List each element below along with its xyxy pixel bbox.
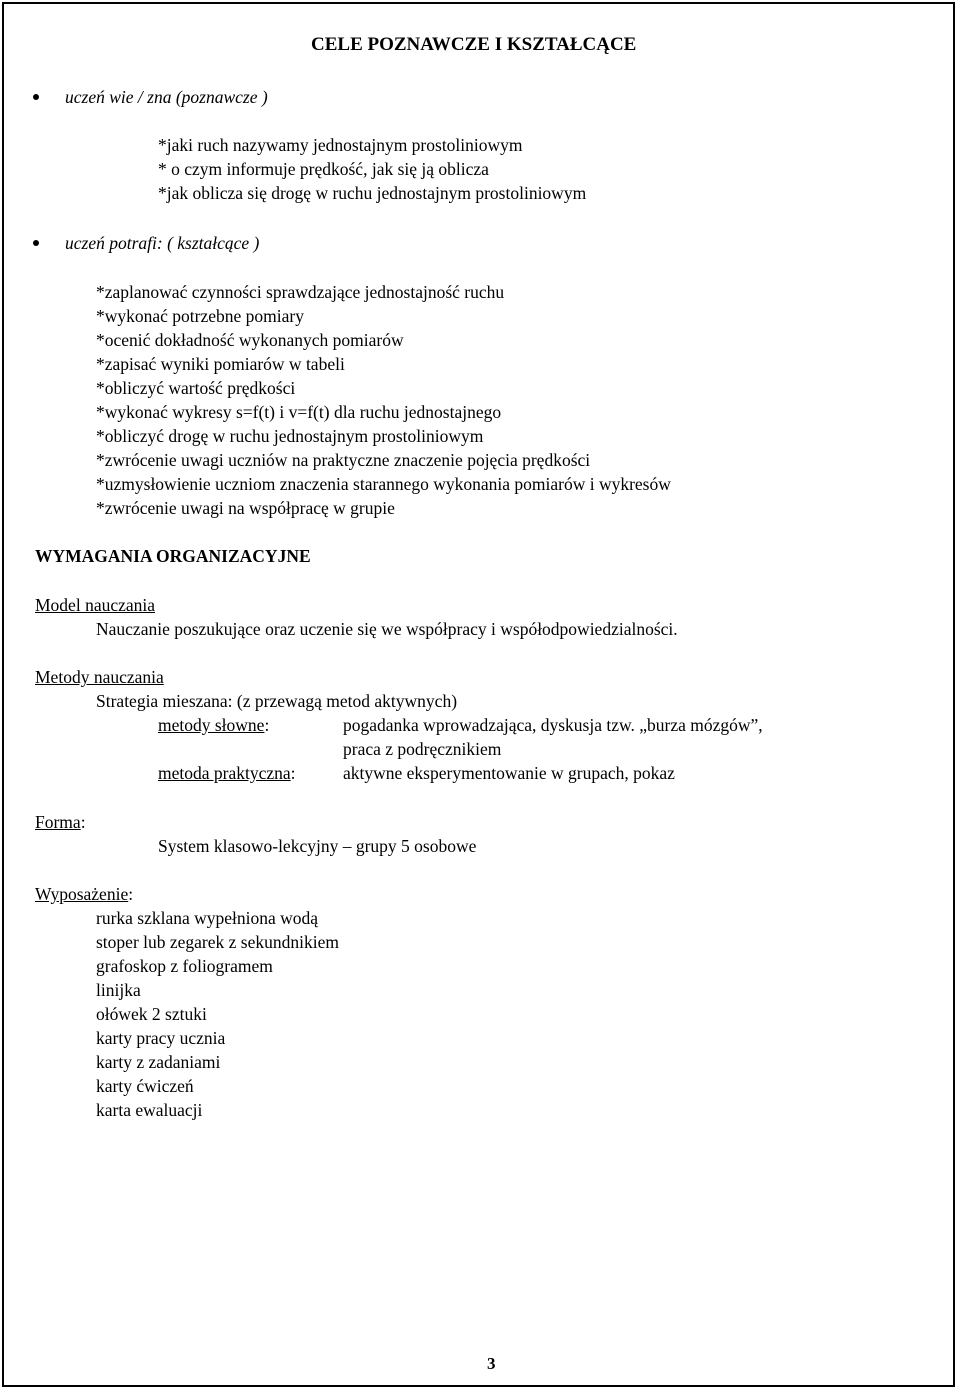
page-number: 3 (487, 1354, 496, 1373)
equipment-item: rurka szklana wypełniona wodą (96, 908, 319, 928)
requirements-heading: WYMAGANIA ORGANIZACYJNE (35, 546, 311, 566)
equipment-colon: : (128, 884, 134, 904)
can-item: *obliczyć drogę w ruchu jednostajnym prostoliniowym (96, 426, 484, 446)
model-label: Model nauczania (35, 595, 156, 615)
equipment-label-text: Wyposażenie (35, 884, 129, 904)
equipment-item: stoper lub zegarek z sekundnikiem (96, 932, 339, 952)
bullet-icon (33, 240, 39, 246)
practical-method-label (158, 763, 296, 783)
verbal-methods-line1: pogadanka wprowadzająca, dyskusja tzw. „burza mózgów”, (343, 715, 763, 735)
verbal-methods-label (158, 715, 269, 735)
can-item: *zwrócenie uwagi uczniów na praktyczne znaczenie pojęcia prędkości (96, 450, 591, 470)
model-text: Nauczanie poszukujące oraz uczenie się we współpracy i współodpowiedzialności. (96, 619, 678, 639)
form-colon: : (80, 812, 86, 832)
page-title: CELE POZNAWCZE I KSZTAŁCĄCE (311, 34, 637, 55)
can-item: *zwrócenie uwagi na współpracę w grupie (96, 498, 395, 518)
practical-method-label-text: metoda praktyczna (158, 763, 291, 783)
equipment-label (35, 884, 133, 904)
can-item: *obliczyć wartość prędkości (96, 378, 296, 398)
equipment-item: ołówek 2 sztuki (96, 1004, 207, 1024)
methods-label: Metody nauczania (35, 667, 164, 687)
can-item: *zapisać wyniki pomiarów w tabeli (96, 354, 345, 374)
can-heading: uczeń potrafi: ( kształcące ) (65, 233, 260, 253)
form-label-text: Forma (35, 812, 81, 832)
equipment-item: karta ewaluacji (96, 1100, 203, 1120)
practical-method-text: aktywne eksperymentowanie w grupach, pokaz (343, 763, 675, 783)
verbal-methods-label-text: metody słowne (158, 715, 265, 735)
equipment-item: karty ćwiczeń (96, 1076, 194, 1096)
knows-heading: uczeń wie / zna (poznawcze ) (65, 87, 268, 107)
knows-item: *jak oblicza się drogę w ruchu jednostajnym prostoliniowym (158, 183, 587, 203)
can-item: *wykonać potrzebne pomiary (96, 306, 304, 326)
methods-strategy: Strategia mieszana: (z przewagą metod aktywnych) (96, 691, 458, 711)
equipment-item: karty pracy ucznia (96, 1028, 226, 1048)
knows-item: *jaki ruch nazywamy jednostajnym prostoliniowym (158, 135, 523, 155)
can-item: *uzmysłowienie uczniom znaczenia starannego wykonania pomiarów i wykresów (96, 474, 671, 494)
practical-method-colon: : (290, 763, 296, 783)
verbal-methods-line2: praca z podręcznikiem (343, 739, 502, 759)
equipment-item: linijka (96, 980, 141, 1000)
equipment-item: grafoskop z foliogramem (96, 956, 273, 976)
can-item: *ocenić dokładność wykonanych pomiarów (96, 330, 404, 350)
verbal-methods-colon: : (264, 715, 270, 735)
form-text: System klasowo-lekcyjny – grupy 5 osobowe (158, 836, 477, 856)
can-item: *zaplanować czynności sprawdzające jednostajność ruchu (96, 282, 505, 302)
bullet-icon (33, 94, 39, 100)
equipment-item: karty z zadaniami (96, 1052, 221, 1072)
form-label (35, 812, 86, 832)
can-item: *wykonać wykresy s=f(t) i v=f(t) dla ruchu jednostajnego (96, 402, 502, 422)
knows-item: * o czym informuje prędkość, jak się ją oblicza (158, 159, 489, 179)
